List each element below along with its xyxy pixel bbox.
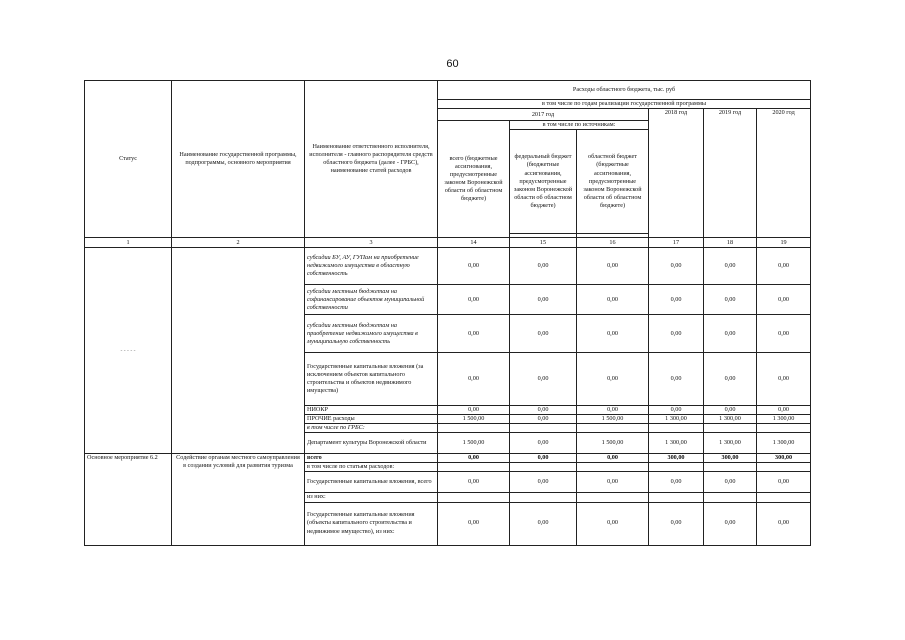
value-cell: 0,00 [510,353,577,406]
expense-item-label: Департамент культуры Воронежской области [305,433,438,454]
value-cell: 1 300,00 [649,433,704,454]
col-number: 16 [577,238,649,248]
col-number: 3 [305,238,438,248]
value-cell: 0,00 [510,502,577,545]
value-cell: 0,00 [757,406,811,415]
value-cell [757,493,811,502]
value-cell: 0,00 [704,315,757,353]
value-cell [649,493,704,502]
budget-table [84,80,811,546]
value-cell [704,424,757,433]
value-cell: 0,00 [704,248,757,285]
value-cell: 0,00 [438,502,510,545]
value-cell: 0,00 [577,454,649,463]
expense-item-label: из них: [305,493,438,502]
value-cell: 0,00 [577,502,649,545]
col-number: 14 [438,238,510,248]
expense-item-label: НИОКР [305,406,438,415]
expense-item-label: Государственные капитальные вложения (за исключением объектов капитального строительства и объектов недвижимого имущества) [305,353,438,406]
value-cell: 0,00 [577,406,649,415]
value-cell: 0,00 [510,433,577,454]
value-cell [438,493,510,502]
expense-item-label: в том числе по ГРБС: [305,424,438,433]
value-cell: 0,00 [704,502,757,545]
header-row-1 [85,81,811,100]
expense-item-label: Государственные капитальные вложения (объекты капитального строительства и недвижимое имущество), из них: [305,502,438,545]
value-cell: 0,00 [510,285,577,315]
expense-item-label: субсидии местным бюджетам на приобретение недвижимого имущества в муниципальную собственность [305,315,438,353]
column-numbers-row [85,238,811,248]
expense-item-label: в том числе по статьям расходов: [305,463,438,472]
value-cell: 0,00 [704,353,757,406]
value-cell: 300,00 [757,454,811,463]
value-cell: 0,00 [757,285,811,315]
expense-item-label: субсидии БУ, АУ, ГУПам на приобретение недвижимого имущества в областную собственность [305,248,438,285]
expense-item-label: ПРОЧИЕ расходы [305,415,438,424]
executor-header: Наименование ответственного исполнителя, исполнителя - главного распорядителя средств областного бюджета (далее - ГРБС), наименование статей расходов [305,81,438,238]
value-cell: 0,00 [438,285,510,315]
expense-item-label: всего [305,454,438,463]
value-cell [757,424,811,433]
value-cell: 0,00 [510,454,577,463]
value-cell: 1 300,00 [704,415,757,424]
value-cell: 0,00 [438,454,510,463]
value-cell: 0,00 [649,248,704,285]
value-cell: 0,00 [704,472,757,493]
value-cell [704,463,757,472]
value-cell [577,463,649,472]
value-cell: 0,00 [577,248,649,285]
value-cell [577,424,649,433]
expense-item-label: Государственные капитальные вложения, всего [305,472,438,493]
status-header: Статус [85,81,172,238]
value-cell [510,424,577,433]
page-number: 60 [446,58,459,70]
program-name-header: Наименование государственной программы, подпрограммы, основного мероприятия [172,81,305,238]
year-2018-header: 2018 год [649,109,704,238]
value-cell: 0,00 [438,353,510,406]
regional-col-header: областной бюджет (бюджетные ассигнования, предусмотренные законом Воронежской области об областном бюджете) [577,130,649,234]
status-cell [85,248,172,454]
value-cell: 0,00 [704,406,757,415]
col-number: 2 [172,238,305,248]
value-cell: 0,00 [649,472,704,493]
expense-item-label: субсидии местным бюджетам на софинансирование объектов муниципальной собственности [305,285,438,315]
value-cell: 0,00 [757,315,811,353]
value-cell: 0,00 [649,315,704,353]
value-cell: 0,00 [510,415,577,424]
value-cell [704,493,757,502]
value-cell: 1 300,00 [757,415,811,424]
value-cell: 0,00 [438,248,510,285]
value-cell [438,463,510,472]
value-cell: 0,00 [438,406,510,415]
expenses-title: Расходы областного бюджета, тыс. руб [438,81,811,100]
col-number: 1 [85,238,172,248]
value-cell: 0,00 [510,406,577,415]
value-cell: 0,00 [757,353,811,406]
value-cell: 0,00 [757,502,811,545]
by-sources-header: в том числе по источникам: [510,121,649,130]
value-cell: 0,00 [577,285,649,315]
value-cell: 0,00 [577,353,649,406]
value-cell: 0,00 [510,315,577,353]
status-cell: Основное мероприятие 6.2 [85,454,172,545]
value-cell: 300,00 [649,454,704,463]
value-cell: 1 500,00 [577,433,649,454]
value-cell: 300,00 [704,454,757,463]
value-cell: 0,00 [510,472,577,493]
value-cell: 1 300,00 [704,433,757,454]
value-cell: 0,00 [757,472,811,493]
col-number: 19 [757,238,811,248]
value-cell [649,424,704,433]
program-name-cell [172,248,305,454]
year-2017-header: 2017 год [438,109,649,121]
value-cell: 1 500,00 [438,415,510,424]
by-years-header: в том числе по годам реализации государственной программы [438,100,811,109]
table-row [85,248,811,285]
value-cell [510,463,577,472]
value-cell [649,463,704,472]
value-cell: 0,00 [704,285,757,315]
program-name-cell: Содействие органам местного самоуправления в создании условий для развития туризма [172,454,305,545]
total-col-header: всего (бюджетные ассигнования, предусмотренные законом Воронежской области об областном бюджете) [438,121,510,238]
value-cell: 0,00 [649,502,704,545]
year-2019-header: 2019 год [704,109,757,238]
value-cell [510,493,577,502]
value-cell [577,493,649,502]
value-cell: 0,00 [649,285,704,315]
col-number: 17 [649,238,704,248]
faded-text: - - - - - [120,347,136,354]
value-cell: 0,00 [577,472,649,493]
value-cell: 0,00 [438,315,510,353]
federal-col-header: федеральный бюджет (бюджетные ассигнования, предусмотренные законом Воронежской области об областном бюджете) [510,130,577,234]
value-cell [757,463,811,472]
value-cell: 0,00 [757,248,811,285]
value-cell: 0,00 [510,248,577,285]
col-number: 15 [510,238,577,248]
col-number: 18 [704,238,757,248]
table-row [85,454,811,463]
value-cell [438,424,510,433]
value-cell: 1 300,00 [757,433,811,454]
value-cell: 1 500,00 [438,433,510,454]
value-cell: 0,00 [649,353,704,406]
value-cell: 0,00 [438,472,510,493]
value-cell: 1 300,00 [649,415,704,424]
value-cell: 1 500,00 [577,415,649,424]
value-cell: 0,00 [649,406,704,415]
value-cell: 0,00 [577,315,649,353]
year-2020-header: 2020 год [757,109,811,238]
